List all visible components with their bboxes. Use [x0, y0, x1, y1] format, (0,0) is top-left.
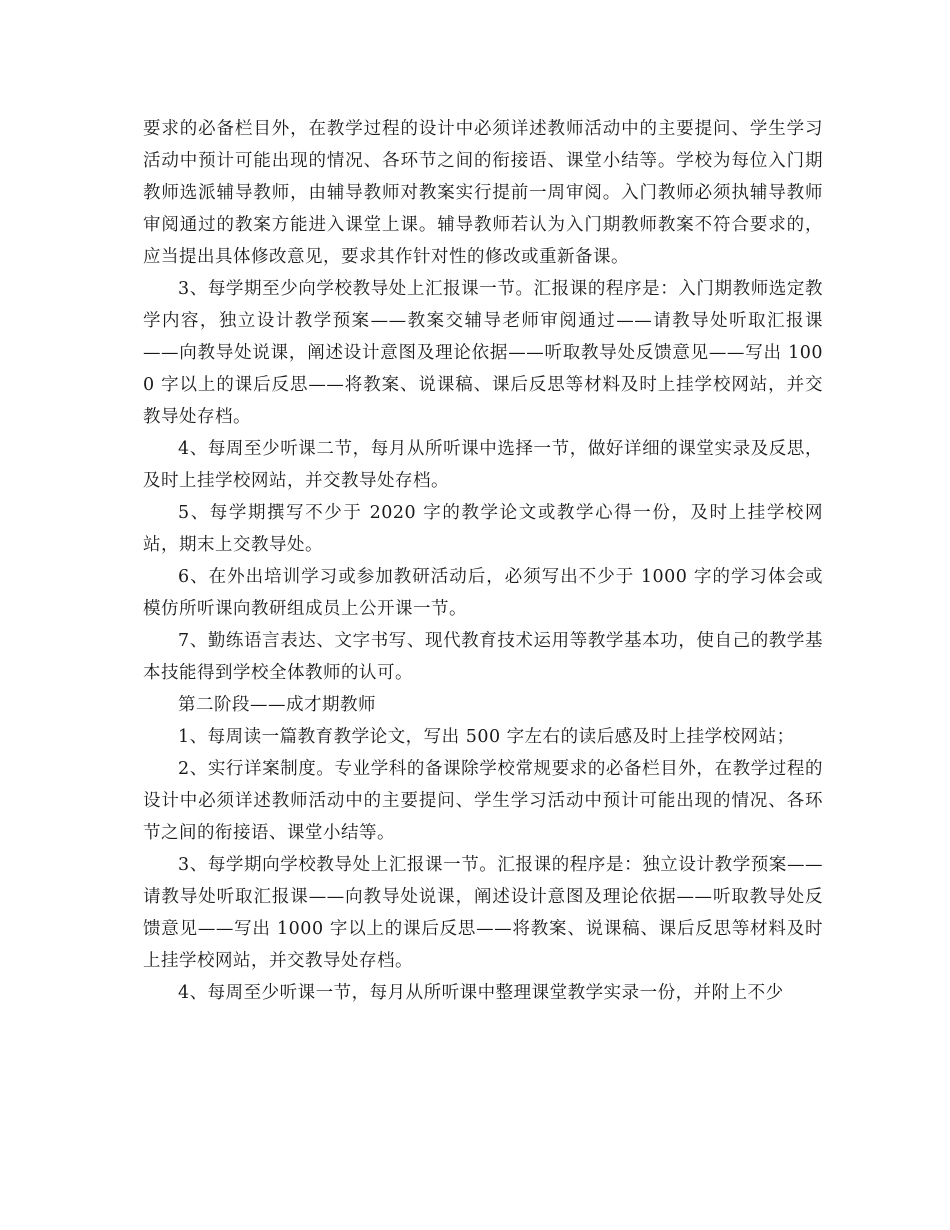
document-body — [143, 113, 823, 1009]
paragraph-stage2-item-2: 2、实行详案制度。专业学科的备课除学校常规要求的必备栏目外，在教学过程的设计中必须详述教师活动中的主要提问、学生学习活动中预计可能出现的情况、各环节之间的衔接语、课堂小结等。 — [143, 759, 823, 843]
paragraph-continuation: 要求的必备栏目外，在教学过程的设计中必须详述教师活动中的主要提问、学生学习活动中预计可能出现的情况、各环节之间的衔接语、课堂小结等。学校为每位入门期教师选派辅导教师，由辅导教师对教案实行提前一周审阅。入门教师必须执辅导教师审阅通过的教案方能进入课堂上课。辅导教师若认为入门期教师教案不符合要求的，应当提出具体修改意见，要求其作针对性的修改或重新备课。 — [143, 119, 823, 267]
paragraph-item-6-training-reflection: 6、在外出培训学习或参加教研活动后，必须写出不少于 1000 字的学习体会或模仿所听课向教研组成员上公开课一节。 — [143, 567, 823, 619]
paragraph-stage2-item-1: 1、每周读一篇教育教学论文，写出 500 字左右的读后感及时上挂学校网站； — [178, 727, 795, 747]
paragraph-item-7-basic-skills: 7、勤练语言表达、文字书写、现代教育技术运用等教学基本功，使自己的教学基本技能得到学校全体教师的认可。 — [143, 631, 823, 683]
paragraph-stage2-item-4: 4、每周至少听课一节，每月从所听课中整理课堂教学实录一份，并附上不少 — [178, 983, 784, 1003]
paragraph-item-4-observe-lessons: 4、每周至少听课二节，每月从所听课中选择一节，做好详细的课堂实录及反思，及时上挂学校网站，并交教导处存档。 — [143, 439, 823, 491]
section-heading-stage-two: 第二阶段——成才期教师 — [178, 695, 376, 715]
paragraph-item-5-teaching-paper: 5、每学期撰写不少于 2020 字的教学论文或教学心得一份，及时上挂学校网站，期末上交教导处。 — [143, 503, 823, 555]
paragraph-stage2-item-3: 3、每学期向学校教导处上汇报课一节。汇报课的程序是：独立设计教学预案——请教导处听取汇报课——向教导处说课，阐述设计意图及理论依据——听取教导处反馈意见——写出 1000 字以上的课后反思——将教案、说课稿、课后反思等材料及时上挂学校网站，并交教导处存档。 — [143, 855, 823, 971]
paragraph-item-3-report-lesson: 3、每学期至少向学校教导处上汇报课一节。汇报课的程序是：入门期教师选定教学内容，独立设计教学预案——教案交辅导老师审阅通过——请教导处听取汇报课——向教导处说课，阐述设计意图及理论依据——听取教导处反馈意见——写出 1000 字以上的课后反思——将教案、说课稿、课后反思等材料及时上挂学校网站，并交教导处存档。 — [143, 279, 823, 427]
